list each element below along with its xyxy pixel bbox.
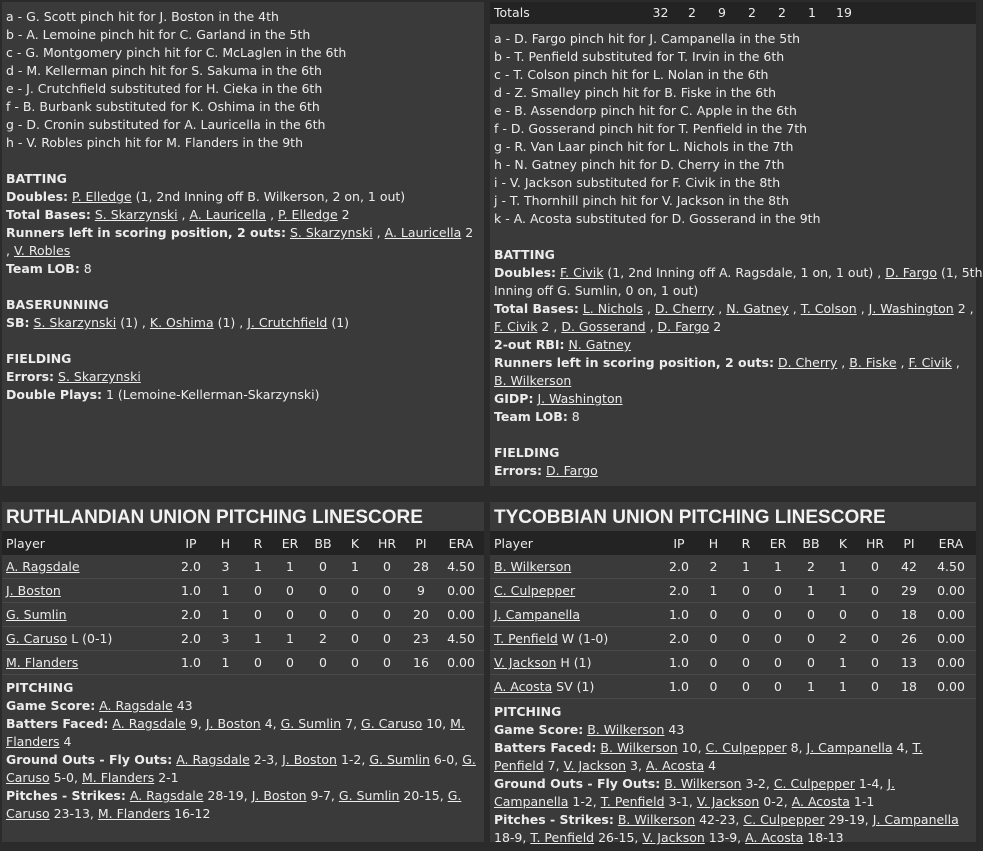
stat-cell: 0: [242, 651, 274, 675]
stat-cell: 0: [858, 627, 892, 651]
totals-r: 2: [688, 5, 696, 20]
player-link[interactable]: V. Jackson: [494, 655, 557, 670]
stat-cell: 0: [697, 675, 730, 699]
stat-cell: 0: [697, 651, 730, 675]
col-player: Player: [490, 531, 661, 555]
stat-cell: 0: [762, 651, 794, 675]
player-link[interactable]: M. Flanders: [6, 716, 465, 749]
col-er: ER: [274, 531, 306, 555]
sub-note: e - J. Crutchfield substituted for H. Cieka in the 6th: [6, 81, 323, 96]
player-link[interactable]: S. Skarzynski: [33, 315, 117, 330]
stat-cell: 0: [730, 603, 762, 627]
totals-h: 9: [718, 5, 726, 20]
stat-cell: 1: [828, 675, 858, 699]
pitching-summary: [490, 699, 976, 851]
batting-heading: BATTING: [494, 247, 555, 262]
pitches-strikes-line: Pitches - Strikes: B. Wilkerson 42-23, C. Culpepper 29-19, J. Campanella 18-9, T. Penfield 26-15, V. Jackson 13-9, A. Acosta 18-13: [494, 812, 959, 845]
pitches-strikes-line: Pitches - Strikes: A. Ragsdale 28-19, J. Boston 9-7, G. Sumlin 20-15, G. Caruso 23-13, M. Flanders 16-12: [6, 788, 462, 821]
col-r: R: [242, 531, 274, 555]
player-link[interactable]: T. Penfield: [530, 830, 595, 845]
pitcher-cell: [490, 603, 661, 627]
player-link[interactable]: G. Caruso: [6, 752, 476, 785]
stat-cell: 2: [306, 627, 340, 651]
player-link[interactable]: D. Cherry: [654, 301, 715, 316]
player-link[interactable]: J. Boston: [282, 752, 337, 767]
stat-cell: 0: [306, 555, 340, 579]
sub-note: c - T. Colson pinch hit for L. Nolan in the 6th: [494, 67, 769, 82]
col-era: ERA: [438, 531, 484, 555]
sub-note: a - G. Scott pinch hit for J. Boston in the 4th: [6, 9, 279, 24]
col-hr: HR: [858, 531, 892, 555]
baserunning-heading: BASERUNNING: [6, 297, 109, 312]
pitcher-row: [2, 627, 484, 651]
tycobbian-pitching-panel: [490, 502, 976, 845]
stat-cell: 13: [892, 651, 926, 675]
stat-cell: 0: [274, 579, 306, 603]
pitching-heading: PITCHING: [494, 704, 562, 719]
team-lob-line: Team LOB: 8: [494, 409, 580, 424]
stat-cell: 1: [794, 675, 828, 699]
stat-cell: 0: [370, 555, 404, 579]
player-link[interactable]: D. Fargo: [546, 463, 598, 478]
pitcher-row: [490, 627, 976, 651]
stat-cell: 0: [858, 651, 892, 675]
sub-note: a - D. Fargo pinch hit for J. Campanella in the 5th: [494, 31, 801, 46]
stat-cell: 0: [242, 603, 274, 627]
pitching-linescore-title: TYCOBBIAN UNION PITCHING LINESCORE: [494, 507, 886, 528]
stat-cell: 0: [242, 579, 274, 603]
sub-note: b - A. Lemoine pinch hit for C. Garland in the 5th: [6, 27, 311, 42]
linescore-header-row: [2, 531, 484, 555]
stat-cell: 2.0: [173, 627, 209, 651]
stat-cell: 1: [274, 555, 306, 579]
player-link[interactable]: P. Elledge: [72, 189, 132, 204]
stat-cell: 20: [404, 603, 438, 627]
stat-cell: 23: [404, 627, 438, 651]
stat-cell: 1: [828, 555, 858, 579]
col-er: ER: [762, 531, 794, 555]
col-pi: PI: [892, 531, 926, 555]
pitcher-row: [490, 579, 976, 603]
player-link[interactable]: B. Wilkerson: [494, 373, 572, 388]
player-link[interactable]: D. Fargo: [885, 265, 937, 280]
stat-cell: 1.0: [661, 651, 697, 675]
player-link[interactable]: K. Oshima: [149, 315, 214, 330]
pitcher-cell: [2, 651, 173, 675]
stat-cell: 0: [697, 627, 730, 651]
player-link[interactable]: B. Wilkerson: [617, 812, 696, 827]
player-link[interactable]: B. Wilkerson: [494, 559, 572, 574]
sub-note: d - Z. Smalley pinch hit for B. Fiske in the 6th: [494, 85, 777, 100]
fielding-heading: FIELDING: [6, 351, 72, 366]
player-link[interactable]: V. Robles: [13, 243, 71, 258]
player-link[interactable]: S. Skarzynski: [94, 207, 178, 222]
player-link[interactable]: C. Culpepper: [773, 776, 855, 791]
totals-rbi: 2: [748, 5, 756, 20]
sub-note: g - D. Cronin substituted for A. Lauricella in the 6th: [6, 117, 326, 132]
player-link[interactable]: M. Flanders: [6, 655, 79, 670]
ground-fly-outs-line: Ground Outs - Fly Outs: A. Ragsdale 2-3, J. Boston 1-2, G. Sumlin 6-0, G. Caruso 5-0, M. Flanders 2-1: [6, 752, 476, 785]
sub-note: f - B. Burbank substituted for K. Oshima in the 6th: [6, 99, 320, 114]
sub-note: k - A. Acosta substituted for D. Gosserand in the 9th: [494, 211, 821, 226]
player-link[interactable]: A. Acosta: [745, 830, 804, 845]
stat-cell: 0: [794, 627, 828, 651]
player-link[interactable]: C. Culpepper: [494, 583, 576, 598]
player-link[interactable]: A. Acosta: [645, 758, 705, 773]
player-link[interactable]: J. Campanella: [494, 607, 581, 622]
decision-note: W (1-0): [557, 631, 609, 646]
stat-cell: 0: [762, 627, 794, 651]
player-link[interactable]: T. Penfield: [494, 740, 923, 773]
stat-cell: 18: [892, 675, 926, 699]
player-link[interactable]: C. Culpepper: [743, 812, 825, 827]
player-link[interactable]: N. Gatney: [568, 337, 632, 352]
stat-cell: 0: [370, 603, 404, 627]
stat-cell: 0: [730, 675, 762, 699]
stat-cell: 0: [306, 579, 340, 603]
stat-cell: 1: [340, 555, 370, 579]
stat-cell: 0: [858, 579, 892, 603]
risp-line: Runners left in scoring position, 2 outs: D. Cherry , B. Fiske , F. Civik ,: [494, 355, 960, 370]
stat-cell: 26: [892, 627, 926, 651]
double-plays-line: Double Plays: 1 (Lemoine-Kellerman-Skarzynski): [6, 387, 320, 402]
stat-cell: 2.0: [173, 603, 209, 627]
totals-lob: 19: [836, 5, 852, 20]
pitcher-row: [490, 555, 976, 579]
player-link[interactable]: P. Elledge: [278, 207, 338, 222]
stat-cell: 2.0: [173, 555, 209, 579]
stat-cell: 2: [697, 555, 730, 579]
fielding-heading: FIELDING: [494, 445, 560, 460]
pitching-linescore-table: [2, 531, 484, 675]
stat-cell: 0: [794, 651, 828, 675]
stat-cell: 0.00: [438, 603, 484, 627]
stat-cell: 0: [370, 651, 404, 675]
stat-cell: 0: [730, 651, 762, 675]
player-link[interactable]: B. Fiske: [849, 355, 897, 370]
player-link[interactable]: T. Penfield: [600, 794, 665, 809]
tycobbian-batting-notes-panel: [490, 2, 983, 486]
pitcher-cell: [2, 579, 173, 603]
stat-cell: 1: [274, 627, 306, 651]
player-link[interactable]: C. Culpepper: [705, 740, 787, 755]
stat-cell: 0: [858, 603, 892, 627]
stolen-bases-line: SB: S. Skarzynski (1) , K. Oshima (1) , J. Crutchfield (1): [6, 315, 350, 330]
player-link[interactable]: G. Sumlin: [338, 788, 400, 803]
player-link[interactable]: V. Jackson: [642, 830, 705, 845]
player-link[interactable]: J. Boston: [6, 583, 61, 598]
player-link[interactable]: A. Ragsdale: [6, 559, 80, 574]
player-link[interactable]: F. Civik: [908, 355, 952, 370]
col-k: K: [340, 531, 370, 555]
pitcher-row: [2, 579, 484, 603]
stat-cell: 0: [306, 651, 340, 675]
stat-cell: 4.50: [438, 555, 484, 579]
stat-cell: 4.50: [438, 627, 484, 651]
pitcher-row: [2, 555, 484, 579]
pitcher-cell: [490, 627, 661, 651]
pitcher-row: [490, 603, 976, 627]
stat-cell: 1: [209, 579, 242, 603]
col-h: H: [697, 531, 730, 555]
stat-cell: 1: [209, 603, 242, 627]
sub-note: i - V. Jackson substituted for F. Civik in the 8th: [494, 175, 781, 190]
player-link[interactable]: D. Cherry: [777, 355, 838, 370]
stat-cell: 0: [340, 579, 370, 603]
decision-note: SV (1): [552, 679, 595, 694]
player-link[interactable]: V. Jackson: [563, 758, 627, 773]
stat-cell: 16: [404, 651, 438, 675]
stat-cell: 2.0: [661, 627, 697, 651]
pitcher-cell: [490, 651, 661, 675]
batting-heading: BATTING: [6, 171, 67, 186]
pitcher-cell: [2, 627, 173, 651]
player-link[interactable]: A. Acosta: [791, 794, 850, 809]
pitching-summary: [2, 675, 484, 827]
batters-faced-line: Batters Faced: A. Ragsdale 9, J. Boston 4, G. Sumlin 7, G. Caruso 10, M. Flanders 4: [6, 716, 465, 749]
player-link[interactable]: S. Skarzynski: [289, 225, 373, 240]
player-link[interactable]: G. Sumlin: [369, 752, 430, 767]
totals-ab: 32: [652, 5, 669, 20]
pitcher-cell: [2, 555, 173, 579]
col-bb: BB: [306, 531, 340, 555]
stat-cell: 1: [730, 555, 762, 579]
col-ip: IP: [661, 531, 697, 555]
batters-faced-line: Batters Faced: B. Wilkerson 10, C. Culpepper 8, J. Campanella 4, T. Penfield 7, V. Jackson 3, A. Acosta 4: [494, 740, 923, 773]
col-k: K: [828, 531, 858, 555]
stat-cell: 0: [340, 603, 370, 627]
stat-cell: 2.0: [661, 555, 697, 579]
player-link[interactable]: G. Caruso: [6, 788, 462, 821]
player-link[interactable]: J. Washington: [868, 301, 954, 316]
doubles-line-cont: Inning off G. Sumlin, 0 on, 1 out): [494, 283, 699, 298]
stat-cell: 0: [858, 675, 892, 699]
stat-cell: 9: [404, 579, 438, 603]
player-link[interactable]: A. Acosta: [494, 679, 553, 694]
stat-cell: 1.0: [173, 579, 209, 603]
col-era: ERA: [926, 531, 976, 555]
pitching-heading: PITCHING: [6, 680, 74, 695]
pitching-linescore-title: RUTHLANDIAN UNION PITCHING LINESCORE: [6, 507, 423, 528]
risp-line: Runners left in scoring position, 2 outs: S. Skarzynski , A. Lauricella 2 , V. Robles: [6, 225, 474, 258]
substitution-notes: [494, 30, 972, 228]
stat-cell: 1: [242, 627, 274, 651]
stat-cell: 0: [340, 627, 370, 651]
player-link[interactable]: J. Campanella: [872, 812, 959, 827]
stat-cell: 0: [730, 579, 762, 603]
stat-cell: 2.0: [661, 579, 697, 603]
stat-cell: 0: [697, 603, 730, 627]
col-r: R: [730, 531, 762, 555]
stat-cell: 0: [730, 627, 762, 651]
ground-fly-outs-line: Ground Outs - Fly Outs: B. Wilkerson 3-2, C. Culpepper 1-4, J. Campanella 1-2, T. Penfield 3-1, V. Jackson 0-2, A. Acosta 1-1: [494, 776, 895, 809]
stat-cell: 0: [340, 651, 370, 675]
player-link[interactable]: A. Ragsdale: [112, 716, 186, 731]
player-link[interactable]: D. Fargo: [657, 319, 710, 334]
player-link[interactable]: G. Caruso: [6, 631, 68, 646]
player-link[interactable]: G. Caruso: [361, 716, 423, 731]
linescore-header-row: [490, 531, 976, 555]
player-link[interactable]: J. Campanella: [494, 776, 895, 809]
total-bases-line-cont: F. Civik 2 , D. Gosserand , D. Fargo 2: [494, 319, 722, 334]
player-link[interactable]: B. Wilkerson: [600, 740, 678, 755]
player-link[interactable]: M. Flanders: [97, 806, 171, 821]
player-link[interactable]: G. Sumlin: [6, 607, 67, 622]
stat-cell: 0: [828, 603, 858, 627]
col-bb: BB: [794, 531, 828, 555]
player-link[interactable]: A. Ragsdale: [176, 752, 250, 767]
sub-note: d - M. Kellerman pinch hit for S. Sakuma in the 6th: [6, 63, 322, 78]
stat-cell: 3: [209, 555, 242, 579]
sub-note: j - T. Thornhill pinch hit for V. Jackson in the 8th: [494, 193, 789, 208]
player-link[interactable]: J. Boston: [205, 716, 261, 731]
stat-cell: 0: [370, 579, 404, 603]
stat-cell: 1.0: [661, 603, 697, 627]
player-link[interactable]: J. Boston: [251, 788, 307, 803]
decision-note: L (0-1): [67, 631, 113, 646]
col-h: H: [209, 531, 242, 555]
stat-cell: 0: [370, 627, 404, 651]
stat-cell: 0: [274, 603, 306, 627]
substitution-notes: [6, 8, 480, 152]
game-score-line: Game Score: A. Ragsdale 43: [6, 698, 193, 713]
game-score-line: Game Score: B. Wilkerson 43: [494, 722, 685, 737]
risp-line-cont: [494, 372, 972, 390]
stat-cell: 18: [892, 603, 926, 627]
stat-cell: 0.00: [926, 579, 976, 603]
pitcher-row: [490, 651, 976, 675]
totals-label: Totals: [494, 5, 530, 20]
stat-cell: 0: [762, 579, 794, 603]
col-pi: PI: [404, 531, 438, 555]
ruthlandian-batting-notes-panel: [2, 2, 484, 486]
stat-cell: 0: [762, 603, 794, 627]
stat-cell: 0.00: [438, 579, 484, 603]
stat-cell: 1: [209, 651, 242, 675]
player-link[interactable]: S. Skarzynski: [58, 369, 141, 384]
stat-cell: 1: [762, 555, 794, 579]
pitcher-row: [2, 651, 484, 675]
sub-note: h - N. Gatney pinch hit for D. Cherry in the 7th: [494, 157, 785, 172]
stat-cell: 29: [892, 579, 926, 603]
pitcher-row: [2, 603, 484, 627]
player-link[interactable]: L. Nichols: [582, 301, 643, 316]
totals-bb: 2: [778, 5, 786, 20]
player-link[interactable]: A. Ragsdale: [129, 788, 204, 803]
sub-note: h - V. Robles pinch hit for M. Flanders in the 9th: [6, 135, 304, 150]
errors-line: Errors: D. Fargo: [494, 463, 598, 478]
player-link[interactable]: A. Ragsdale: [99, 698, 173, 713]
team-lob-line: Team LOB: 8: [6, 261, 92, 276]
doubles-line: Doubles: F. Civik (1, 2nd Inning off A. Ragsdale, 1 on, 1 out) , D. Fargo (1, 5th: [494, 265, 983, 280]
player-link[interactable]: A. Lauricella: [384, 225, 462, 240]
stat-cell: 0.00: [926, 675, 976, 699]
player-link[interactable]: J. Crutchfield: [247, 315, 328, 330]
stat-cell: 42: [892, 555, 926, 579]
totals-k: 1: [808, 5, 816, 20]
stat-cell: 28: [404, 555, 438, 579]
total-bases-line: Total Bases: L. Nichols , D. Cherry , N. Gatney , T. Colson , J. Washington 2 ,: [494, 301, 974, 316]
pitching-linescore-table: [490, 531, 976, 699]
stat-cell: 1: [794, 579, 828, 603]
player-link[interactable]: B. Wilkerson: [587, 722, 665, 737]
pitcher-cell: [490, 675, 661, 699]
sub-note: e - B. Assendorp pinch hit for C. Apple in the 6th: [494, 103, 797, 118]
pitcher-cell: [490, 555, 661, 579]
col-hr: HR: [370, 531, 404, 555]
stat-cell: 1: [697, 579, 730, 603]
totals-row: [490, 2, 976, 24]
gidp-line: GIDP: J. Washington: [494, 391, 623, 406]
pitcher-row: [490, 675, 976, 699]
stat-cell: 0: [762, 675, 794, 699]
stat-cell: 0.00: [926, 627, 976, 651]
player-link[interactable]: F. Civik: [560, 265, 604, 280]
total-bases-line: Total Bases: S. Skarzynski , A. Lauricella , P. Elledge 2: [6, 207, 350, 222]
pitcher-cell: [490, 579, 661, 603]
player-link[interactable]: F. Civik: [494, 319, 538, 334]
player-link[interactable]: G. Sumlin: [280, 716, 342, 731]
player-link[interactable]: D. Gosserand: [561, 319, 646, 334]
stat-cell: 1: [828, 579, 858, 603]
col-ip: IP: [173, 531, 209, 555]
stat-cell: 0.00: [926, 603, 976, 627]
stat-cell: 4.50: [926, 555, 976, 579]
player-link[interactable]: J. Washington: [537, 391, 623, 406]
doubles-line: Doubles: P. Elledge (1, 2nd Inning off B. Wilkerson, 2 on, 1 out): [6, 189, 406, 204]
player-link[interactable]: N. Gatney: [726, 301, 789, 316]
stat-cell: 1: [242, 555, 274, 579]
player-link[interactable]: V. Jackson: [696, 794, 760, 809]
sub-note: f - D. Gosserand pinch hit for T. Penfield in the 7th: [494, 121, 808, 136]
stat-cell: 1.0: [173, 651, 209, 675]
stat-cell: 3: [209, 627, 242, 651]
stat-cell: 0.00: [926, 651, 976, 675]
player-link[interactable]: T. Colson: [800, 301, 857, 316]
stat-cell: 0: [794, 603, 828, 627]
stat-cell: 1.0: [661, 675, 697, 699]
stat-cell: 0: [858, 555, 892, 579]
errors-line: Errors: S. Skarzynski: [6, 369, 141, 384]
stat-cell: 0: [274, 651, 306, 675]
player-link[interactable]: A. Lauricella: [189, 207, 267, 222]
stat-cell: 2: [828, 627, 858, 651]
two-out-rbi-line: 2-out RBI: N. Gatney: [494, 337, 632, 352]
sub-note: g - R. Van Laar pinch hit for L. Nichols in the 7th: [494, 139, 794, 154]
stat-cell: 0: [306, 603, 340, 627]
player-link[interactable]: J. Campanella: [806, 740, 893, 755]
sub-note: c - G. Montgomery pinch hit for C. McLaglen in the 6th: [6, 45, 347, 60]
player-link[interactable]: T. Penfield: [494, 631, 558, 646]
ruthlandian-pitching-panel: [2, 502, 484, 842]
decision-note: H (1): [556, 655, 592, 670]
stat-cell: 2: [794, 555, 828, 579]
pitcher-cell: [2, 603, 173, 627]
stat-cell: 1: [828, 651, 858, 675]
col-player: Player: [2, 531, 173, 555]
sub-note: b - T. Penfield substituted for T. Irvin in the 6th: [494, 49, 785, 64]
player-link[interactable]: B. Wilkerson: [664, 776, 742, 791]
stat-cell: 0.00: [438, 651, 484, 675]
player-link[interactable]: M. Flanders: [81, 770, 155, 785]
